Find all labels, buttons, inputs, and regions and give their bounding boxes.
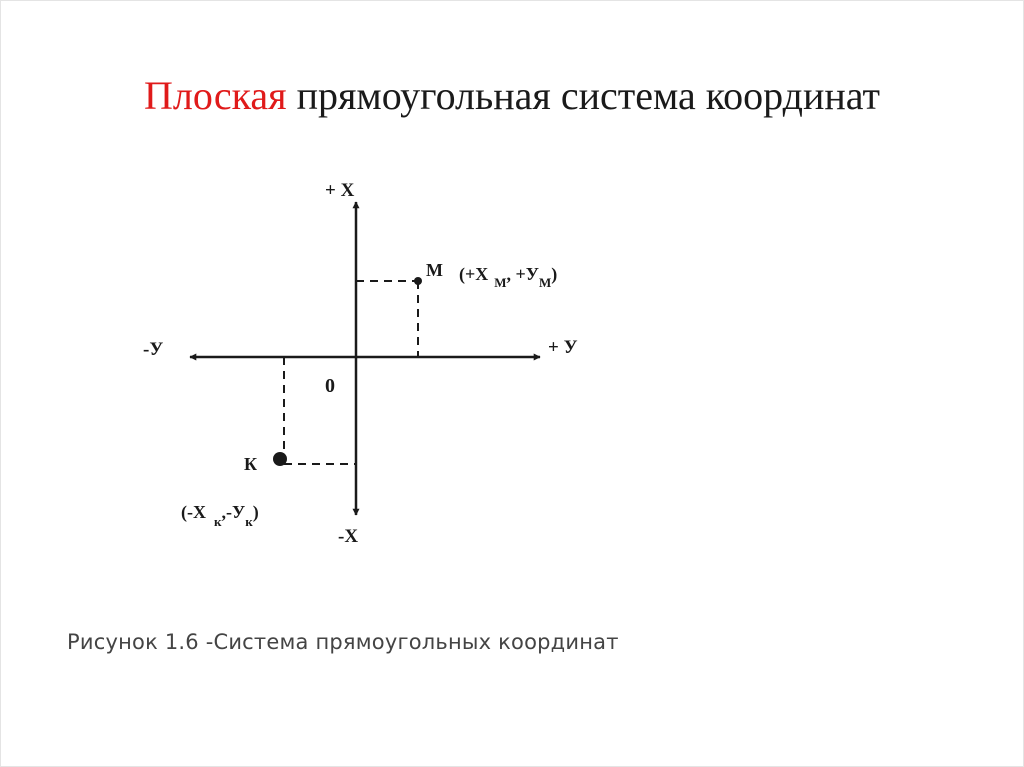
- x-positive-label: + X: [325, 180, 355, 201]
- x-negative-label: -X: [338, 526, 359, 547]
- y-positive-label: + У: [548, 337, 578, 358]
- point-m-coordinates: [459, 264, 557, 290]
- point-m-sub-y: M: [539, 275, 552, 290]
- point-k-coordinates: [181, 502, 259, 529]
- point-k-marker: [273, 452, 287, 466]
- title-rest: прямоугольная система координат: [296, 73, 880, 118]
- point-k-letter: К: [244, 454, 258, 474]
- y-negative-label: -У: [143, 339, 164, 360]
- figure-caption: Рисунок 1.6 -Система прямоугольных координат: [67, 630, 619, 654]
- point-k-sub-y: к: [245, 514, 253, 529]
- point-m-close: ): [551, 264, 558, 284]
- point-k-sub-x: к: [214, 514, 222, 529]
- point-m-letter: M: [426, 260, 443, 280]
- origin-label: 0: [325, 375, 335, 397]
- point-k-close: ): [252, 502, 259, 522]
- point-m-mid: , +У: [506, 264, 539, 284]
- point-k-mid: ,-У: [221, 502, 246, 522]
- point-m-sub-x: M: [494, 275, 507, 290]
- point-k-open: (-X: [181, 502, 206, 522]
- point-m-marker: [414, 277, 422, 285]
- point-m-open: (+X: [459, 264, 489, 284]
- title-accent: Плоская: [144, 73, 287, 118]
